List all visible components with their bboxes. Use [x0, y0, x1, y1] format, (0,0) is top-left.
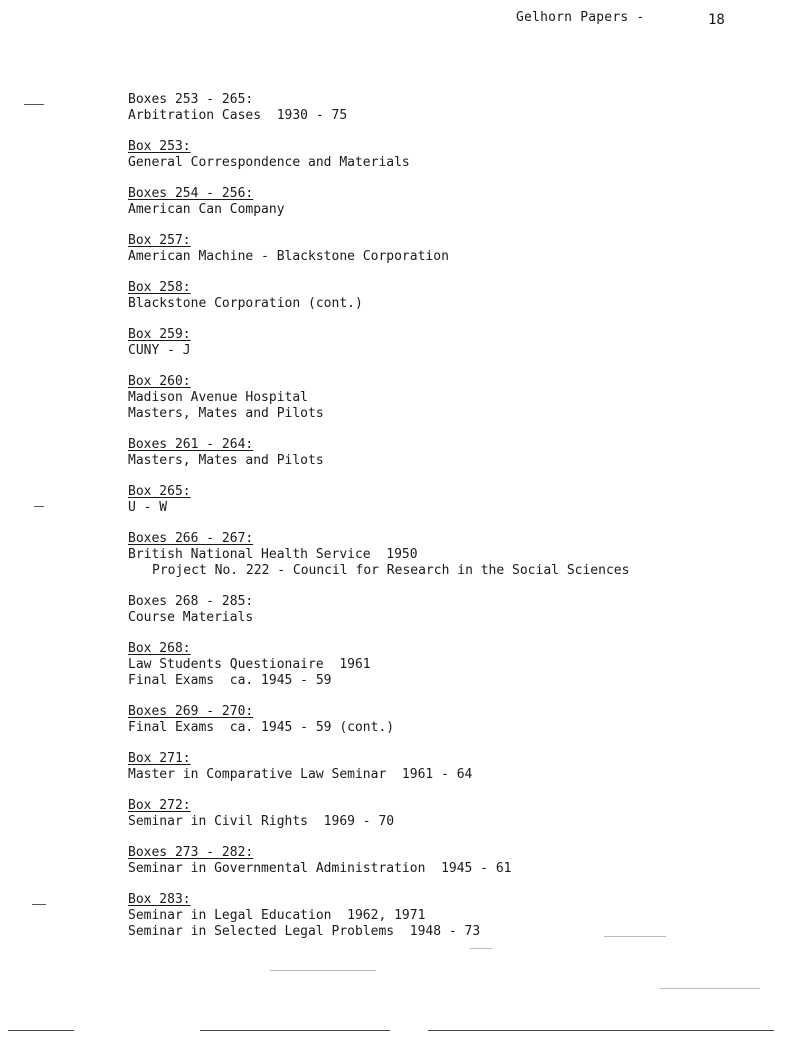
margin-mark: [24, 104, 44, 105]
entry-heading-text: Box 260:: [128, 374, 191, 389]
entry-heading: [128, 484, 768, 500]
entry-heading: [128, 327, 768, 343]
entry-box-268: [128, 641, 768, 689]
entry-heading-text: Boxes 269 - 270:: [128, 704, 254, 719]
entry-line: American Machine - Blackstone Corporation: [128, 249, 449, 264]
entry-line: Law Students Questionaire 1961: [128, 657, 371, 672]
entry-line: Masters, Mates and Pilots: [128, 406, 324, 421]
entry-line: General Correspondence and Materials: [128, 155, 410, 170]
entry-box-260: [128, 374, 768, 422]
entry-line: Seminar in Civil Rights 1969 - 70: [128, 814, 395, 829]
entry-heading: [128, 437, 768, 453]
entry-box-272: [128, 798, 768, 830]
running-header: Gelhorn Papers -: [516, 10, 645, 25]
entry-heading: [128, 280, 768, 296]
entry-line: American Can Company: [128, 202, 285, 217]
entry-box-265: [128, 484, 768, 516]
entry-line: Project No. 222 - Council for Research in the Social Sciences: [152, 563, 630, 578]
entry-line: Seminar in Legal Education 1962, 1971: [128, 908, 426, 923]
entry-heading-text: Box 283:: [128, 892, 191, 907]
scan-artifact: [660, 988, 760, 989]
entry-line: Final Exams ca. 1945 - 59 (cont.): [128, 720, 395, 735]
entry-heading-text: Box 257:: [128, 233, 191, 248]
page-number: 18: [708, 12, 725, 28]
entry-box-253: [128, 139, 768, 171]
entry-heading-text: Box 271:: [128, 751, 191, 766]
entry-line: Seminar in Governmental Administration 1945 - 61: [128, 861, 512, 876]
entry-heading: Boxes 268 - 285:: [128, 594, 254, 609]
scan-artifact: [604, 936, 666, 937]
entry-heading-text: Box 268:: [128, 641, 191, 656]
box-listing: [128, 92, 768, 940]
bottom-scan-line: [428, 1030, 774, 1031]
entry-heading: [128, 798, 768, 814]
entry-heading: [128, 845, 768, 861]
entry-boxes-253-265: [128, 92, 768, 124]
entry-heading-text: Box 265:: [128, 484, 191, 499]
bottom-scan-line: [8, 1030, 74, 1031]
entry-line: U - W: [128, 500, 168, 515]
scan-artifact: [470, 948, 492, 949]
entry-boxes-269-270: [128, 704, 768, 736]
margin-mark: [32, 904, 46, 905]
entry-heading: Boxes 253 - 265:: [128, 92, 254, 107]
entry-line: Arbitration Cases 1930 - 75: [128, 108, 348, 123]
entry-heading-text: Box 258:: [128, 280, 191, 295]
entry-boxes-261-264: [128, 437, 768, 469]
margin-mark: [34, 506, 44, 507]
entry-line: Blackstone Corporation (cont.): [128, 296, 363, 311]
entry-heading: [128, 139, 768, 155]
entry-heading: [128, 186, 768, 202]
entry-heading: [128, 751, 768, 767]
entry-line: Masters, Mates and Pilots: [128, 453, 324, 468]
entry-heading: [128, 233, 768, 249]
entry-box-259: [128, 327, 768, 359]
entry-boxes-254-256: [128, 186, 768, 218]
entry-boxes-268-285: [128, 594, 768, 626]
entry-heading-text: Boxes 254 - 256:: [128, 186, 254, 201]
entry-box-271: [128, 751, 768, 783]
entry-heading-text: Box 272:: [128, 798, 191, 813]
entry-line: British National Health Service 1950: [128, 547, 418, 562]
entry-heading: [128, 531, 768, 547]
entry-heading-text: Box 253:: [128, 139, 191, 154]
entry-heading: [128, 641, 768, 657]
entry-line: Seminar in Selected Legal Problems 1948 - 73: [128, 924, 481, 939]
entry-line: Madison Avenue Hospital: [128, 390, 309, 405]
entry-heading: [128, 374, 768, 390]
entry-heading-text: Boxes 266 - 267:: [128, 531, 254, 546]
entry-line: CUNY - J: [128, 343, 191, 358]
entry-boxes-273-282: [128, 845, 768, 877]
entry-heading-text: Boxes 273 - 282:: [128, 845, 254, 860]
entry-line: Final Exams ca. 1945 - 59: [128, 673, 332, 688]
entry-boxes-266-267: [128, 531, 768, 579]
bottom-scan-line: [200, 1030, 390, 1031]
entry-line: Course Materials: [128, 610, 254, 625]
entry-heading: [128, 704, 768, 720]
entry-box-257: [128, 233, 768, 265]
entry-box-258: [128, 280, 768, 312]
scan-artifact: [270, 970, 376, 971]
entry-line: Master in Comparative Law Seminar 1961 - 64: [128, 767, 473, 782]
entry-box-283: [128, 892, 768, 940]
entry-heading-text: Boxes 261 - 264:: [128, 437, 254, 452]
entry-heading-text: Box 259:: [128, 327, 191, 342]
entry-heading: [128, 892, 768, 908]
